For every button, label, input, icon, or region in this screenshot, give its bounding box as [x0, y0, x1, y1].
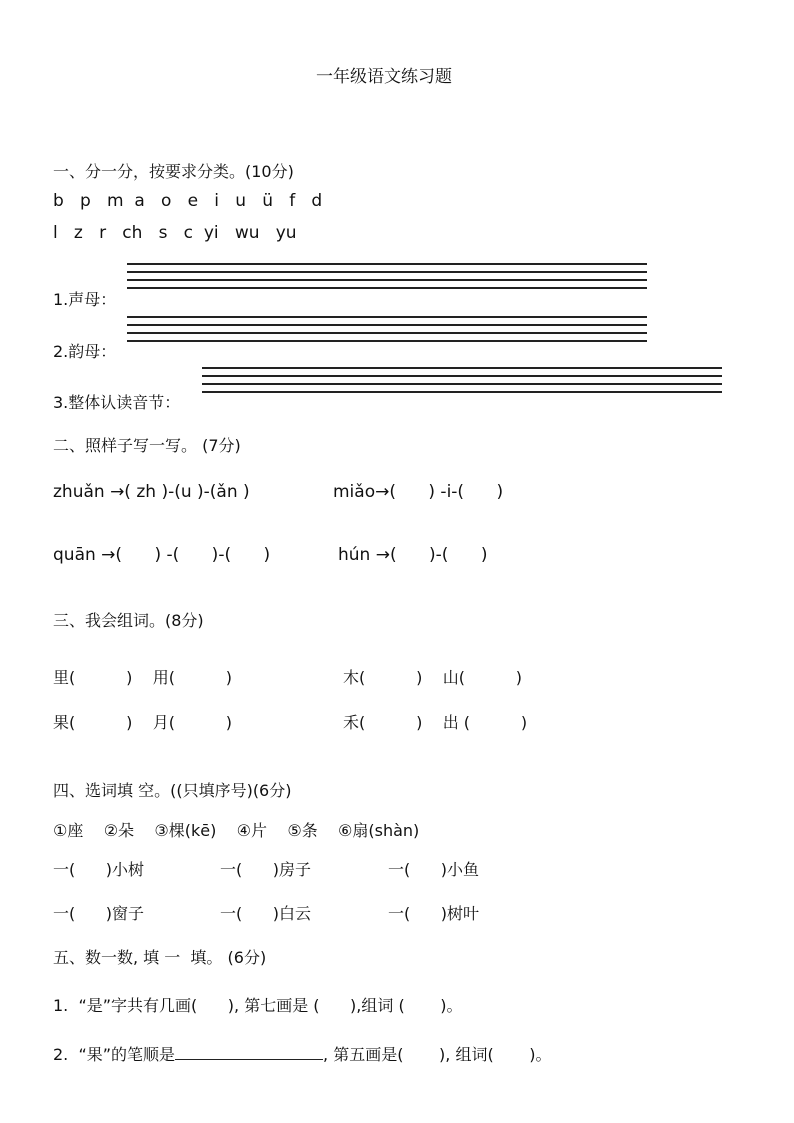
section-3-heading: 三、我会组词。(8分) [53, 611, 204, 630]
q2-finals-label: 2.韵母： [53, 342, 117, 361]
fill-miao[interactable]: miǎo→( ) -i-( ) [333, 482, 504, 502]
fill-house[interactable]: 一( )房子 [220, 860, 312, 879]
word-fill-guo-yue[interactable]: 果( ) 月( ) [53, 713, 233, 732]
section-1-heading: 一、分一分，按要求分类。(10分) [53, 162, 294, 181]
fill-small-tree[interactable]: 一( )小树 [53, 860, 145, 879]
stroke-order-blank[interactable] [175, 1045, 323, 1060]
fill-cloud[interactable]: 一( )白云 [220, 904, 312, 923]
writing-lines-syllables[interactable] [202, 367, 722, 393]
page-title: 一年级语文练习题 [316, 67, 452, 87]
section-2-heading: 二、照样子写一写。 (7分) [53, 436, 241, 455]
writing-lines-initials[interactable] [127, 263, 647, 289]
fill-hun[interactable]: hún →( )-( ) [338, 545, 488, 565]
word-fill-li-yong[interactable]: 里( ) 用( ) [53, 668, 233, 687]
fill-window[interactable]: 一( )窗子 [53, 904, 145, 923]
question-shi-strokes[interactable]: 1. “是”字共有几画( ), 第七画是 ( ),组词 ( )。 [53, 996, 463, 1015]
fill-leaf[interactable]: 一( )树叶 [388, 904, 480, 923]
q3-syllables-label: 3.整体认读音节： [53, 393, 181, 412]
pinyin-row-1: b p m a o e i u ü f d [53, 191, 323, 211]
question-guo-prefix: 2. “果”的笔顺是 [53, 1045, 176, 1064]
question-guo-strokes[interactable] [53, 1042, 552, 1065]
measure-word-options: ①座 ②朵 ③棵(kē) ④片 ⑤条 ⑥扇(shàn) [53, 821, 420, 840]
example-zhuan: zhuǎn →( zh )-(u )-(ǎn ) [53, 482, 250, 502]
writing-lines-finals[interactable] [127, 316, 647, 342]
word-fill-mu-shan[interactable]: 木( ) 山( ) [343, 668, 523, 687]
section-5-heading: 五、数一数, 填 一 填。 (6分) [53, 948, 267, 967]
q1-initials-label: 1.声母： [53, 290, 117, 309]
word-fill-he-chu[interactable]: 禾( ) 出 ( ) [343, 713, 528, 732]
pinyin-row-2: l z r ch s c yi wu yu [53, 223, 297, 243]
fill-quan[interactable]: quān →( ) -( )-( ) [53, 545, 271, 565]
section-4-heading: 四、选词填 空。((只填序号)(6分) [53, 781, 292, 800]
fill-small-fish[interactable]: 一( )小鱼 [388, 860, 480, 879]
question-guo-suffix: , 第五画是( ), 组词( )。 [323, 1045, 552, 1064]
